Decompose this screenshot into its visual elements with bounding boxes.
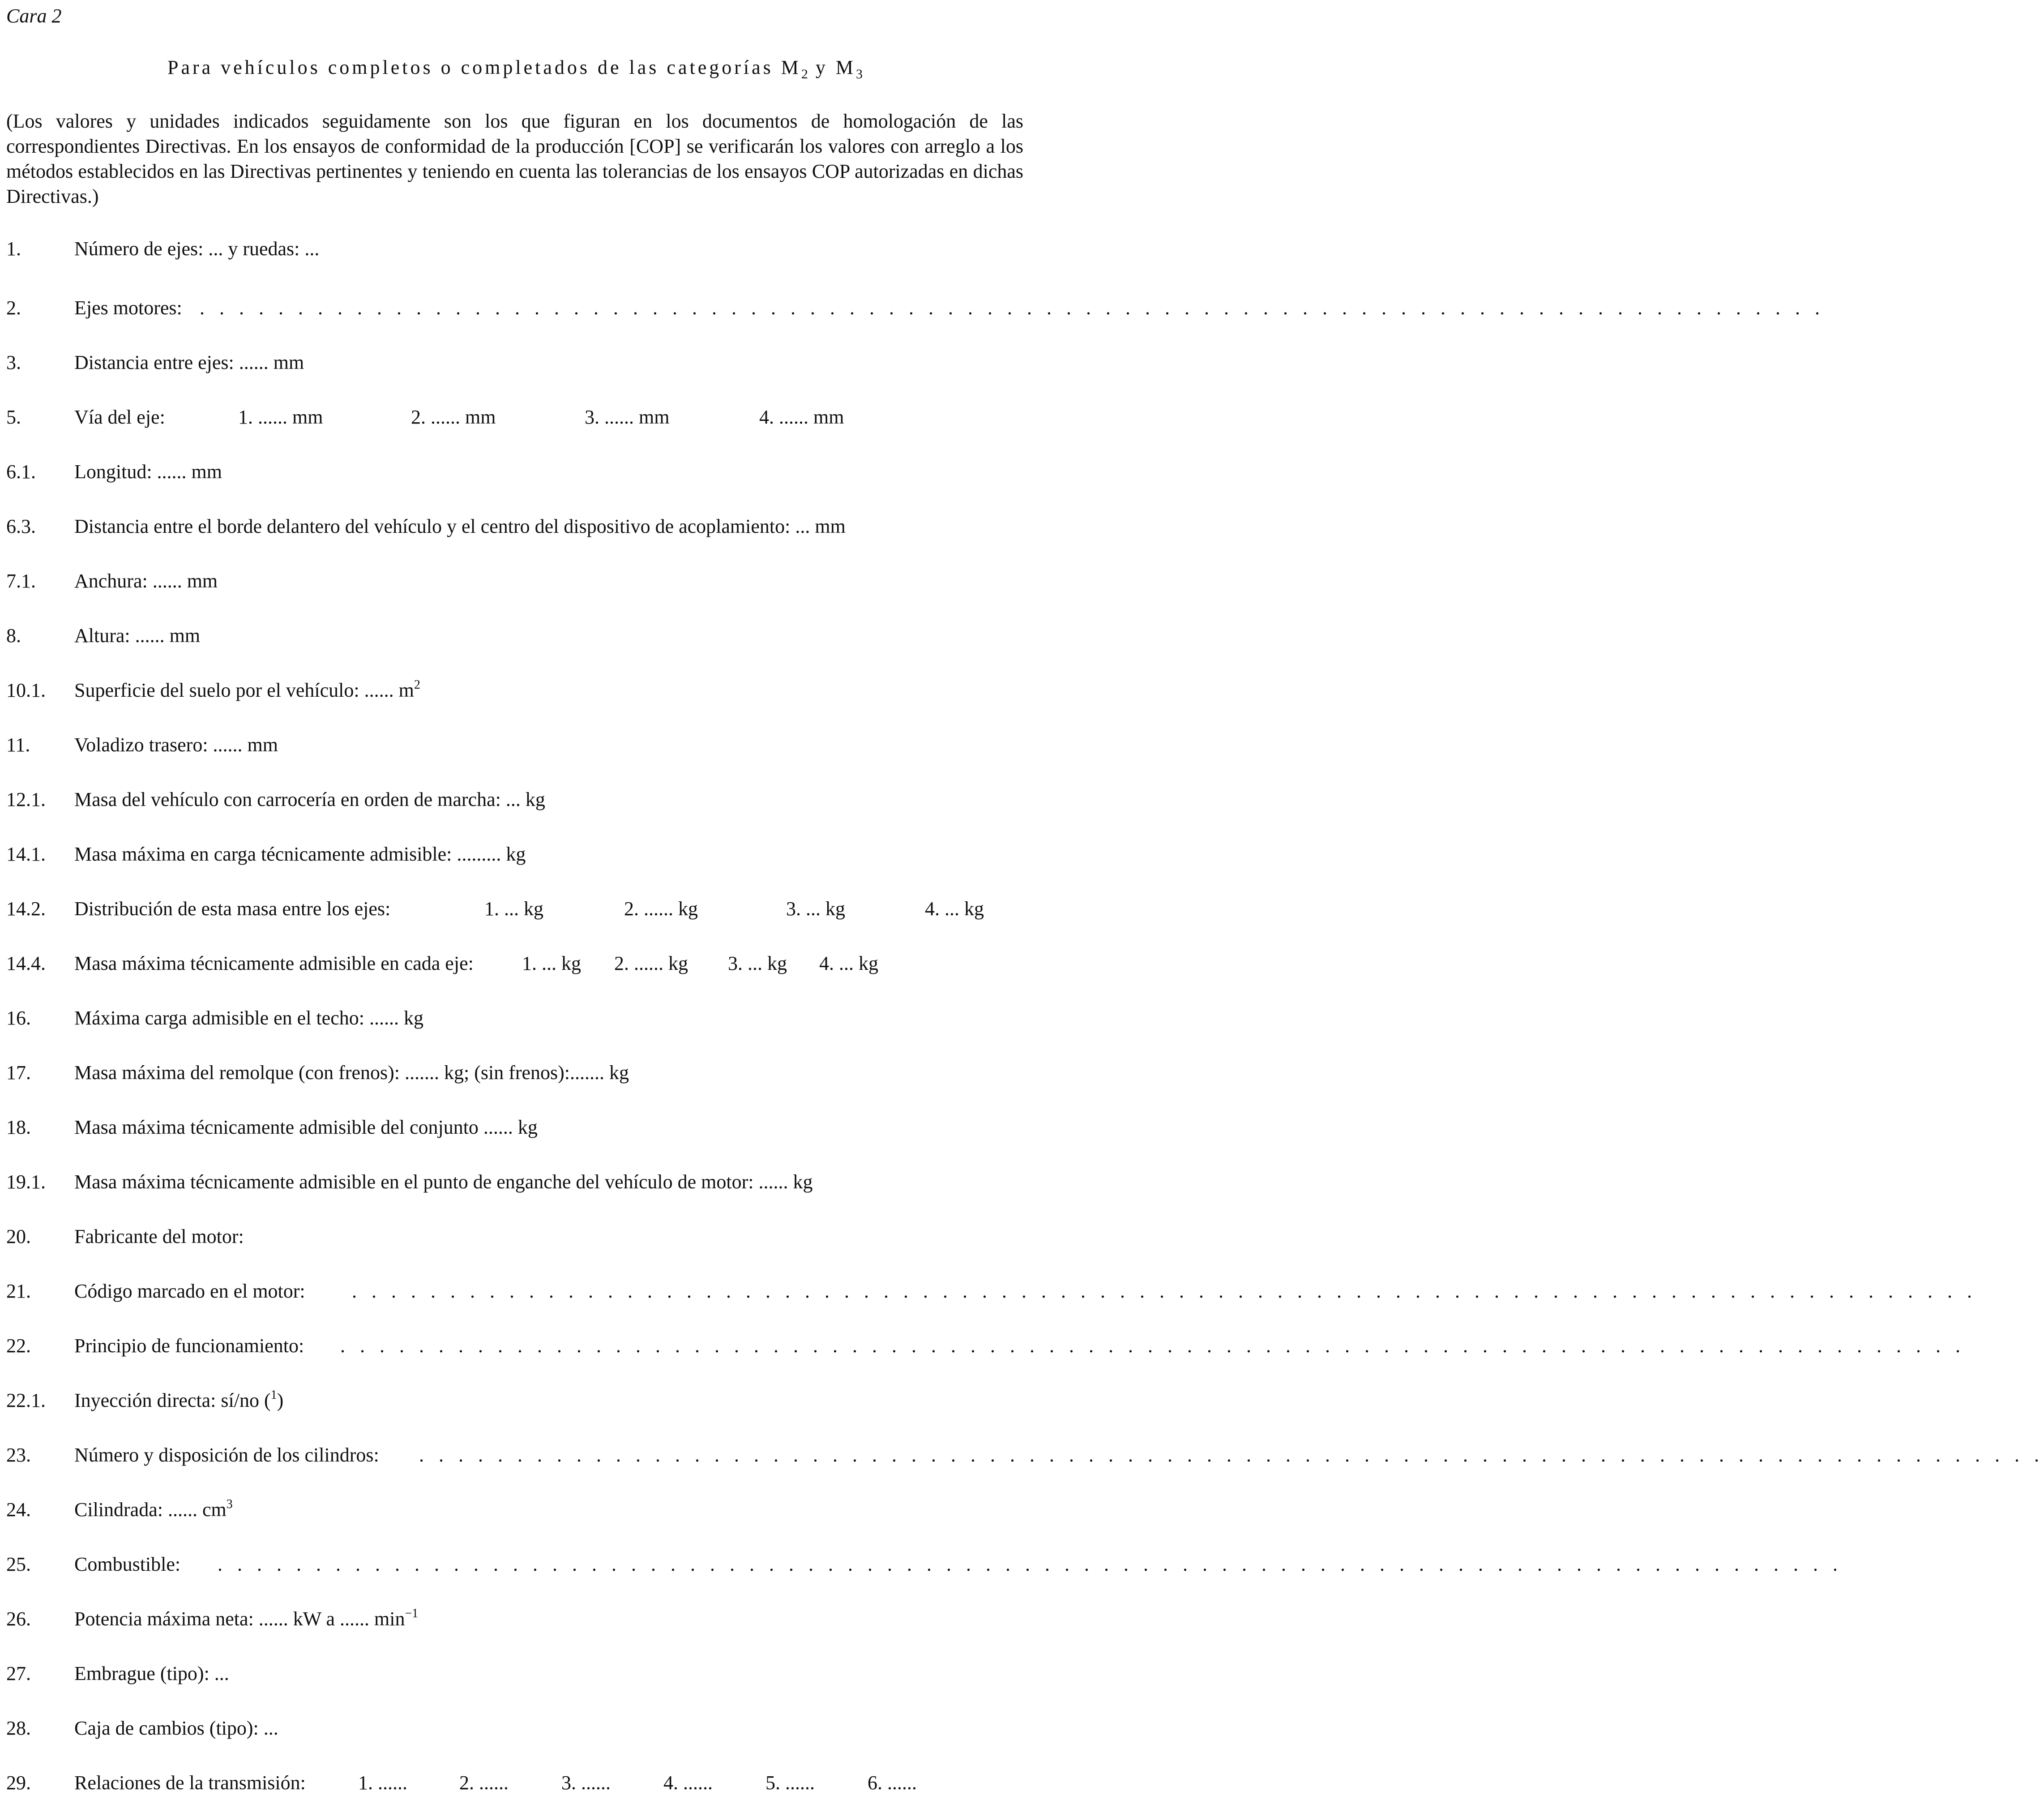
item-number: 18. — [6, 1116, 31, 1138]
axle-4-value: 4. ... kg — [925, 898, 984, 920]
item-number: 6.1. — [6, 461, 36, 483]
item-20 — [6, 1223, 1023, 1250]
item-27 — [6, 1660, 1023, 1687]
axle-4-value: 4. ... kg — [819, 952, 878, 974]
superscript: −1 — [405, 1607, 419, 1620]
item-text: Fabricante del motor: — [74, 1226, 244, 1247]
item-5 — [6, 404, 1023, 431]
item-text: Principio de funcionamiento: — [74, 1335, 304, 1357]
item-text: Embrague (tipo): ... — [74, 1663, 229, 1684]
axle-1-value: 1. ... kg — [522, 952, 581, 974]
axle-3-value: 3. ...... mm — [585, 406, 670, 428]
item-number: 20. — [6, 1226, 31, 1247]
item-3 — [6, 349, 1023, 376]
gear-5-ratio: 5. ...... — [765, 1772, 815, 1794]
item-14-1 — [6, 841, 1023, 868]
item-text: Distancia entre ejes: ...... mm — [74, 351, 304, 373]
item-number: 14.2. — [6, 898, 46, 920]
item-17 — [6, 1059, 1023, 1086]
item-6-3 — [6, 513, 1023, 540]
item-number: 11. — [6, 734, 30, 756]
item-text: Número de ejes: ... y ruedas: ... — [74, 238, 320, 260]
title-subscript-3: 3 — [856, 66, 863, 81]
item-text: Máxima carga admisible en el techo: ...... kg — [74, 1007, 423, 1029]
axle-1-value: 1. ...... mm — [238, 406, 323, 428]
item-10-1 — [6, 677, 1023, 704]
item-8 — [6, 622, 1023, 649]
item-number: 22.1. — [6, 1389, 46, 1411]
item-number: 22. — [6, 1335, 31, 1357]
dotted-leader: . . . . . . . . . . . . . . . . . . . . . . . . . . . . . . . . . . . . . . . . . . . . . . . . . . . . . . . . . . . . . . . . . . . . . . . . . . . . . . . . . . . — [218, 1553, 1843, 1575]
item-11 — [6, 732, 1023, 758]
title-text-mid: y M — [808, 56, 856, 78]
dotted-leader: . . . . . . . . . . . . . . . . . . . . . . . . . . . . . . . . . . . . . . . . . . . . . . . . . . . . . . . . . . . . . . . . . . . . . . . . . . . . . . . . . . . — [200, 297, 1825, 319]
title-text: Para vehículos completos o completados de las categorías M — [167, 56, 801, 78]
item-number: 25. — [6, 1553, 31, 1575]
item-22 — [6, 1333, 1965, 1359]
item-number: 21. — [6, 1280, 31, 1302]
item-16 — [6, 1005, 1023, 1032]
item-25 — [6, 1551, 1843, 1578]
dotted-leader: . . . . . . . . . . . . . . . . . . . . . . . . . . . . . . . . . . . . . . . . . . . . . . . . . . . . . . . . . . . . . . . . . . . . . . . . . . . . . . . . . . . — [419, 1444, 2044, 1466]
axle-1-value: 1. ... kg — [484, 898, 543, 920]
item-19-1 — [6, 1169, 1023, 1196]
axle-2-value: 2. ...... mm — [411, 406, 496, 428]
item-text — [74, 1387, 283, 1414]
item-6-1 — [6, 458, 1023, 485]
item-number: 16. — [6, 1007, 31, 1029]
axle-2-value: 2. ...... kg — [624, 898, 698, 920]
item-text: Combustible: — [74, 1553, 181, 1575]
dotted-leader: . . . . . . . . . . . . . . . . . . . . . . . . . . . . . . . . . . . . . . . . . . . . . . . . . . . . . . . . . . . . . . . . . . . . . . . . . . . . . . . . . . . — [340, 1335, 1965, 1357]
item-text: Masa del vehículo con carrocería en orden de marcha: ... kg — [74, 788, 545, 810]
title-subscript-2: 2 — [801, 66, 808, 81]
item-29 — [6, 1770, 1023, 1796]
item-14-4 — [6, 950, 1023, 977]
item-text-tail: ) — [277, 1389, 284, 1411]
item-18 — [6, 1114, 1023, 1141]
item-24 — [6, 1496, 1023, 1523]
item-number: 8. — [6, 625, 21, 647]
item-text: Longitud: ...... mm — [74, 461, 222, 483]
item-number: 3. — [6, 351, 21, 373]
item-28 — [6, 1715, 1023, 1742]
gear-6-ratio: 6. ...... — [868, 1772, 917, 1794]
item-text: Número y disposición de los cilindros: — [74, 1444, 379, 1466]
item-number: 23. — [6, 1444, 31, 1466]
item-number: 1. — [6, 238, 21, 260]
item-text-main: Potencia máxima neta: ...... kW a ...... min — [74, 1608, 405, 1630]
item-number: 12.1. — [6, 788, 46, 810]
item-26 — [6, 1606, 1023, 1633]
axle-4-value: 4. ...... mm — [759, 406, 844, 428]
gear-1-ratio: 1. ...... — [358, 1772, 407, 1794]
item-text — [74, 677, 420, 704]
item-number: 29. — [6, 1772, 31, 1794]
footnote-ref: 1 — [270, 1388, 277, 1402]
item-22-1 — [6, 1387, 1023, 1414]
item-number: 24. — [6, 1499, 31, 1521]
item-text: Masa máxima en carga técnicamente admisible: ......... kg — [74, 843, 526, 865]
gear-2-ratio: 2. ...... — [459, 1772, 509, 1794]
item-text-main: Superficie del suelo por el vehículo: ...... m — [74, 679, 414, 701]
item-number: 27. — [6, 1663, 31, 1684]
item-number: 7.1. — [6, 570, 36, 592]
item-number: 28. — [6, 1717, 31, 1739]
item-12-1 — [6, 786, 1023, 813]
item-text-main: Cilindrada: ...... cm — [74, 1499, 227, 1521]
superscript: 2 — [414, 678, 420, 692]
gear-3-ratio: 3. ...... — [561, 1772, 611, 1794]
item-number: 14.4. — [6, 952, 46, 974]
item-label: Distribución de esta masa entre los ejes: — [74, 898, 391, 920]
item-number: 26. — [6, 1608, 31, 1630]
item-number: 2. — [6, 297, 21, 319]
item-text: Caja de cambios (tipo): ... — [74, 1717, 278, 1739]
intro-paragraph: (Los valores y unidades indicados seguidamente son los que figuran en los documentos de homologación de las correspondientes Directivas. En los ensayos de conformidad de la producción [COP] se verificarán los valores con arreglo a los métodos establecidos en las Directivas pertinentes y teniendo en cuenta las tolerancias de los ensayos COP autorizadas en dichas Directivas.) — [6, 110, 1023, 207]
item-label: Masa máxima técnicamente admisible en cada eje: — [74, 952, 474, 974]
item-text: Ejes motores: — [74, 297, 182, 319]
superscript: 3 — [226, 1497, 233, 1511]
item-number: 5. — [6, 406, 21, 428]
item-number: 17. — [6, 1062, 31, 1084]
item-number: 6.3. — [6, 515, 36, 537]
item-7-1 — [6, 568, 1023, 595]
item-text — [74, 1606, 418, 1633]
item-23 — [6, 1442, 2044, 1469]
page-title — [0, 56, 1030, 82]
page-side-label: Cara 2 — [6, 5, 62, 27]
item-label: Vía del eje: — [74, 406, 165, 428]
item-text: Anchura: ...... mm — [74, 570, 218, 592]
gear-4-ratio: 4. ...... — [663, 1772, 713, 1794]
item-text-main: Inyección directa: sí/no ( — [74, 1389, 271, 1411]
item-text: Masa máxima del remolque (con frenos): ....... kg; (sin frenos):....... kg — [74, 1062, 629, 1084]
item-21 — [6, 1278, 1977, 1305]
item-text: Código marcado en el motor: — [74, 1280, 305, 1302]
item-14-2 — [6, 896, 1023, 922]
item-label: Relaciones de la transmisión: — [74, 1772, 306, 1794]
item-1 — [6, 236, 1023, 262]
item-text: Altura: ...... mm — [74, 625, 201, 647]
item-text: Masa máxima técnicamente admisible del conjunto ...... kg — [74, 1116, 538, 1138]
item-number: 10.1. — [6, 679, 46, 701]
item-text: Masa máxima técnicamente admisible en el punto de enganche del vehículo de motor: ...... kg — [74, 1171, 813, 1193]
axle-3-value: 3. ... kg — [728, 952, 787, 974]
item-text: Distancia entre el borde delantero del vehículo y el centro del dispositivo de acoplamiento: ... mm — [74, 515, 846, 537]
axle-2-value: 2. ...... kg — [614, 952, 688, 974]
item-2 — [6, 295, 1825, 321]
axle-3-value: 3. ... kg — [786, 898, 845, 920]
item-text — [74, 1496, 233, 1523]
item-text: Voladizo trasero: ...... mm — [74, 734, 278, 756]
dotted-leader: . . . . . . . . . . . . . . . . . . . . . . . . . . . . . . . . . . . . . . . . . . . . . . . . . . . . . . . . . . . . . . . . . . . . . . . . . . . . . . . . . . . — [352, 1280, 1977, 1302]
item-number: 14.1. — [6, 843, 46, 865]
item-number: 19.1. — [6, 1171, 46, 1193]
